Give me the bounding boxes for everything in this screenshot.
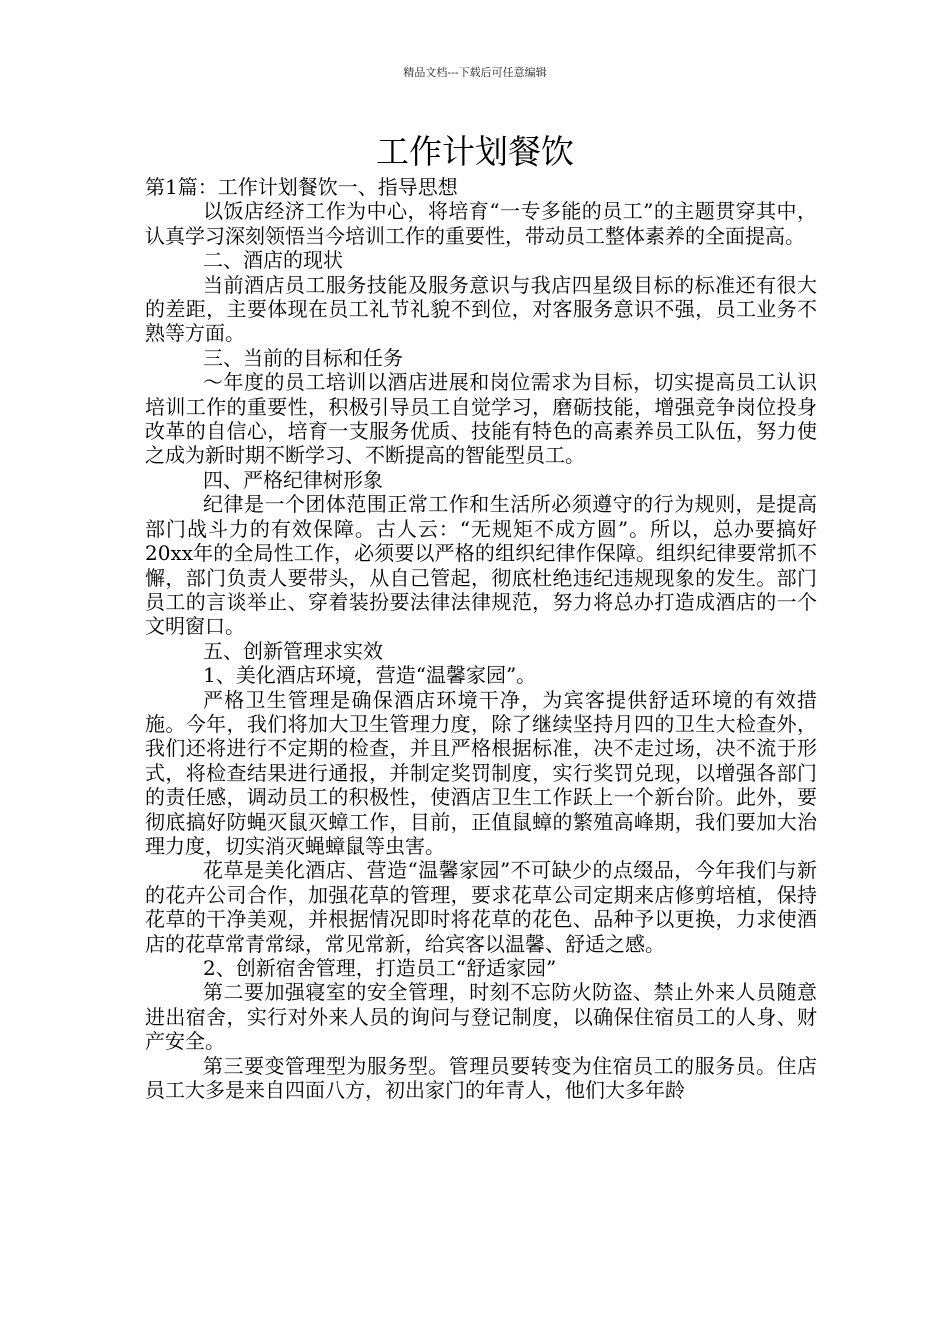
paragraph: 花草是美化酒店、营造“温馨家园”不可缺少的点缀品，今年我们与新的花卉公司合作，加强花草的管理，要求花草公司定期来店修剪培植，保持花草的干净美观，并根据情况即时将花草的花色、品种予以更换，力求使酒店的花草常青常绿，常见常新，给宾客以温馨、舒适之感。 bbox=[145, 858, 817, 956]
paragraph: 1、美化酒店环境，营造“温馨家园”。 bbox=[203, 663, 537, 688]
paragraph: 当前酒店员工服务技能及服务意识与我店四星级目标的标准还有很大的差距，主要体现在员工礼节礼貌不到位，对客服务意识不强，员工业务不熟等方面。 bbox=[145, 272, 817, 346]
header-note: 精品文档---下载后可任意编辑 bbox=[403, 66, 547, 79]
document-title: 工作计划餐饮 bbox=[376, 132, 574, 171]
document-body bbox=[145, 175, 817, 1102]
paragraph: 四、严格纪律树形象 bbox=[203, 467, 383, 492]
paragraph: 严格卫生管理是确保酒店环境干净，为宾客提供舒适环境的有效措施。今年，我们将加大卫生管理力度，除了继续坚持月四的卫生大检查外，我们还将进行不定期的检查，并且严格根据标准，决不走过场，决不流于形式，将检查结果进行通报，并制定奖罚制度，实行奖罚兑现，以增强各部门的责任感，调动员工的积极性，使酒店卫生工作跃上一个新台阶。此外，要彻底搞好防蝇灭鼠灭蟑工作，目前，正值鼠蟑的繁殖高峰期，我们要加大治理力度，切实消灭蝇蟑鼠等虫害。 bbox=[145, 687, 817, 858]
paragraph: 以饭店经济工作为中心，将培育“一专多能的员工”的主题贯穿其中，认真学习深刻领悟当今培训工作的重要性，带动员工整体素养的全面提高。 bbox=[145, 199, 817, 248]
paragraph: 2、创新宿舍管理，打造员工“舒适家园” bbox=[203, 956, 557, 980]
paragraph: 第1篇：工作计划餐饮一、指导思想 bbox=[145, 175, 458, 199]
paragraph: ～年度的员工培训以酒店进展和岗位需求为目标，切实提高员工认识培训工作的重要性，积极引导员工自觉学习，磨砺技能，增强竞争岗位投身改革的自信心，培育一支服务优质、技能有特色的高素养员工队伍，努力使之成为新时期不断学习、不断提高的智能型员工。 bbox=[145, 370, 817, 468]
paragraph: 五、创新管理求实效 bbox=[203, 638, 383, 663]
paragraph: 二、酒店的现状 bbox=[203, 248, 343, 273]
paragraph: 第二要加强寝室的安全管理，时刻不忘防火防盗、禁止外来人员随意进出宿舍，实行对外来人员的询问与登记制度，以确保住宿员工的人身、财产安全。 bbox=[145, 980, 817, 1054]
paragraph: 第三要变管理型为服务型。管理员要转变为住宿员工的服务员。住店员工大多是来自四面八方，初出家门的年青人，他们大多年龄 bbox=[145, 1053, 817, 1103]
paragraph: 三、当前的目标和任务 bbox=[203, 345, 403, 370]
paragraph: 纪律是一个团体范围正常工作和生活所必须遵守的行为规则，是提高部门战斗力的有效保障。古人云：“无规矩不成方圆”。所以，总办要搞好20xx年的全局性工作，必须要以严格的组织纪律作保障。组织纪律要常抓不懈，部门负责人要带头，从自己管起，彻底杜绝违纪违规现象的发生。部门员工的言谈举止、穿着装扮要法律法律规范，努力将总办打造成酒店的一个文明窗口。 bbox=[145, 492, 817, 639]
